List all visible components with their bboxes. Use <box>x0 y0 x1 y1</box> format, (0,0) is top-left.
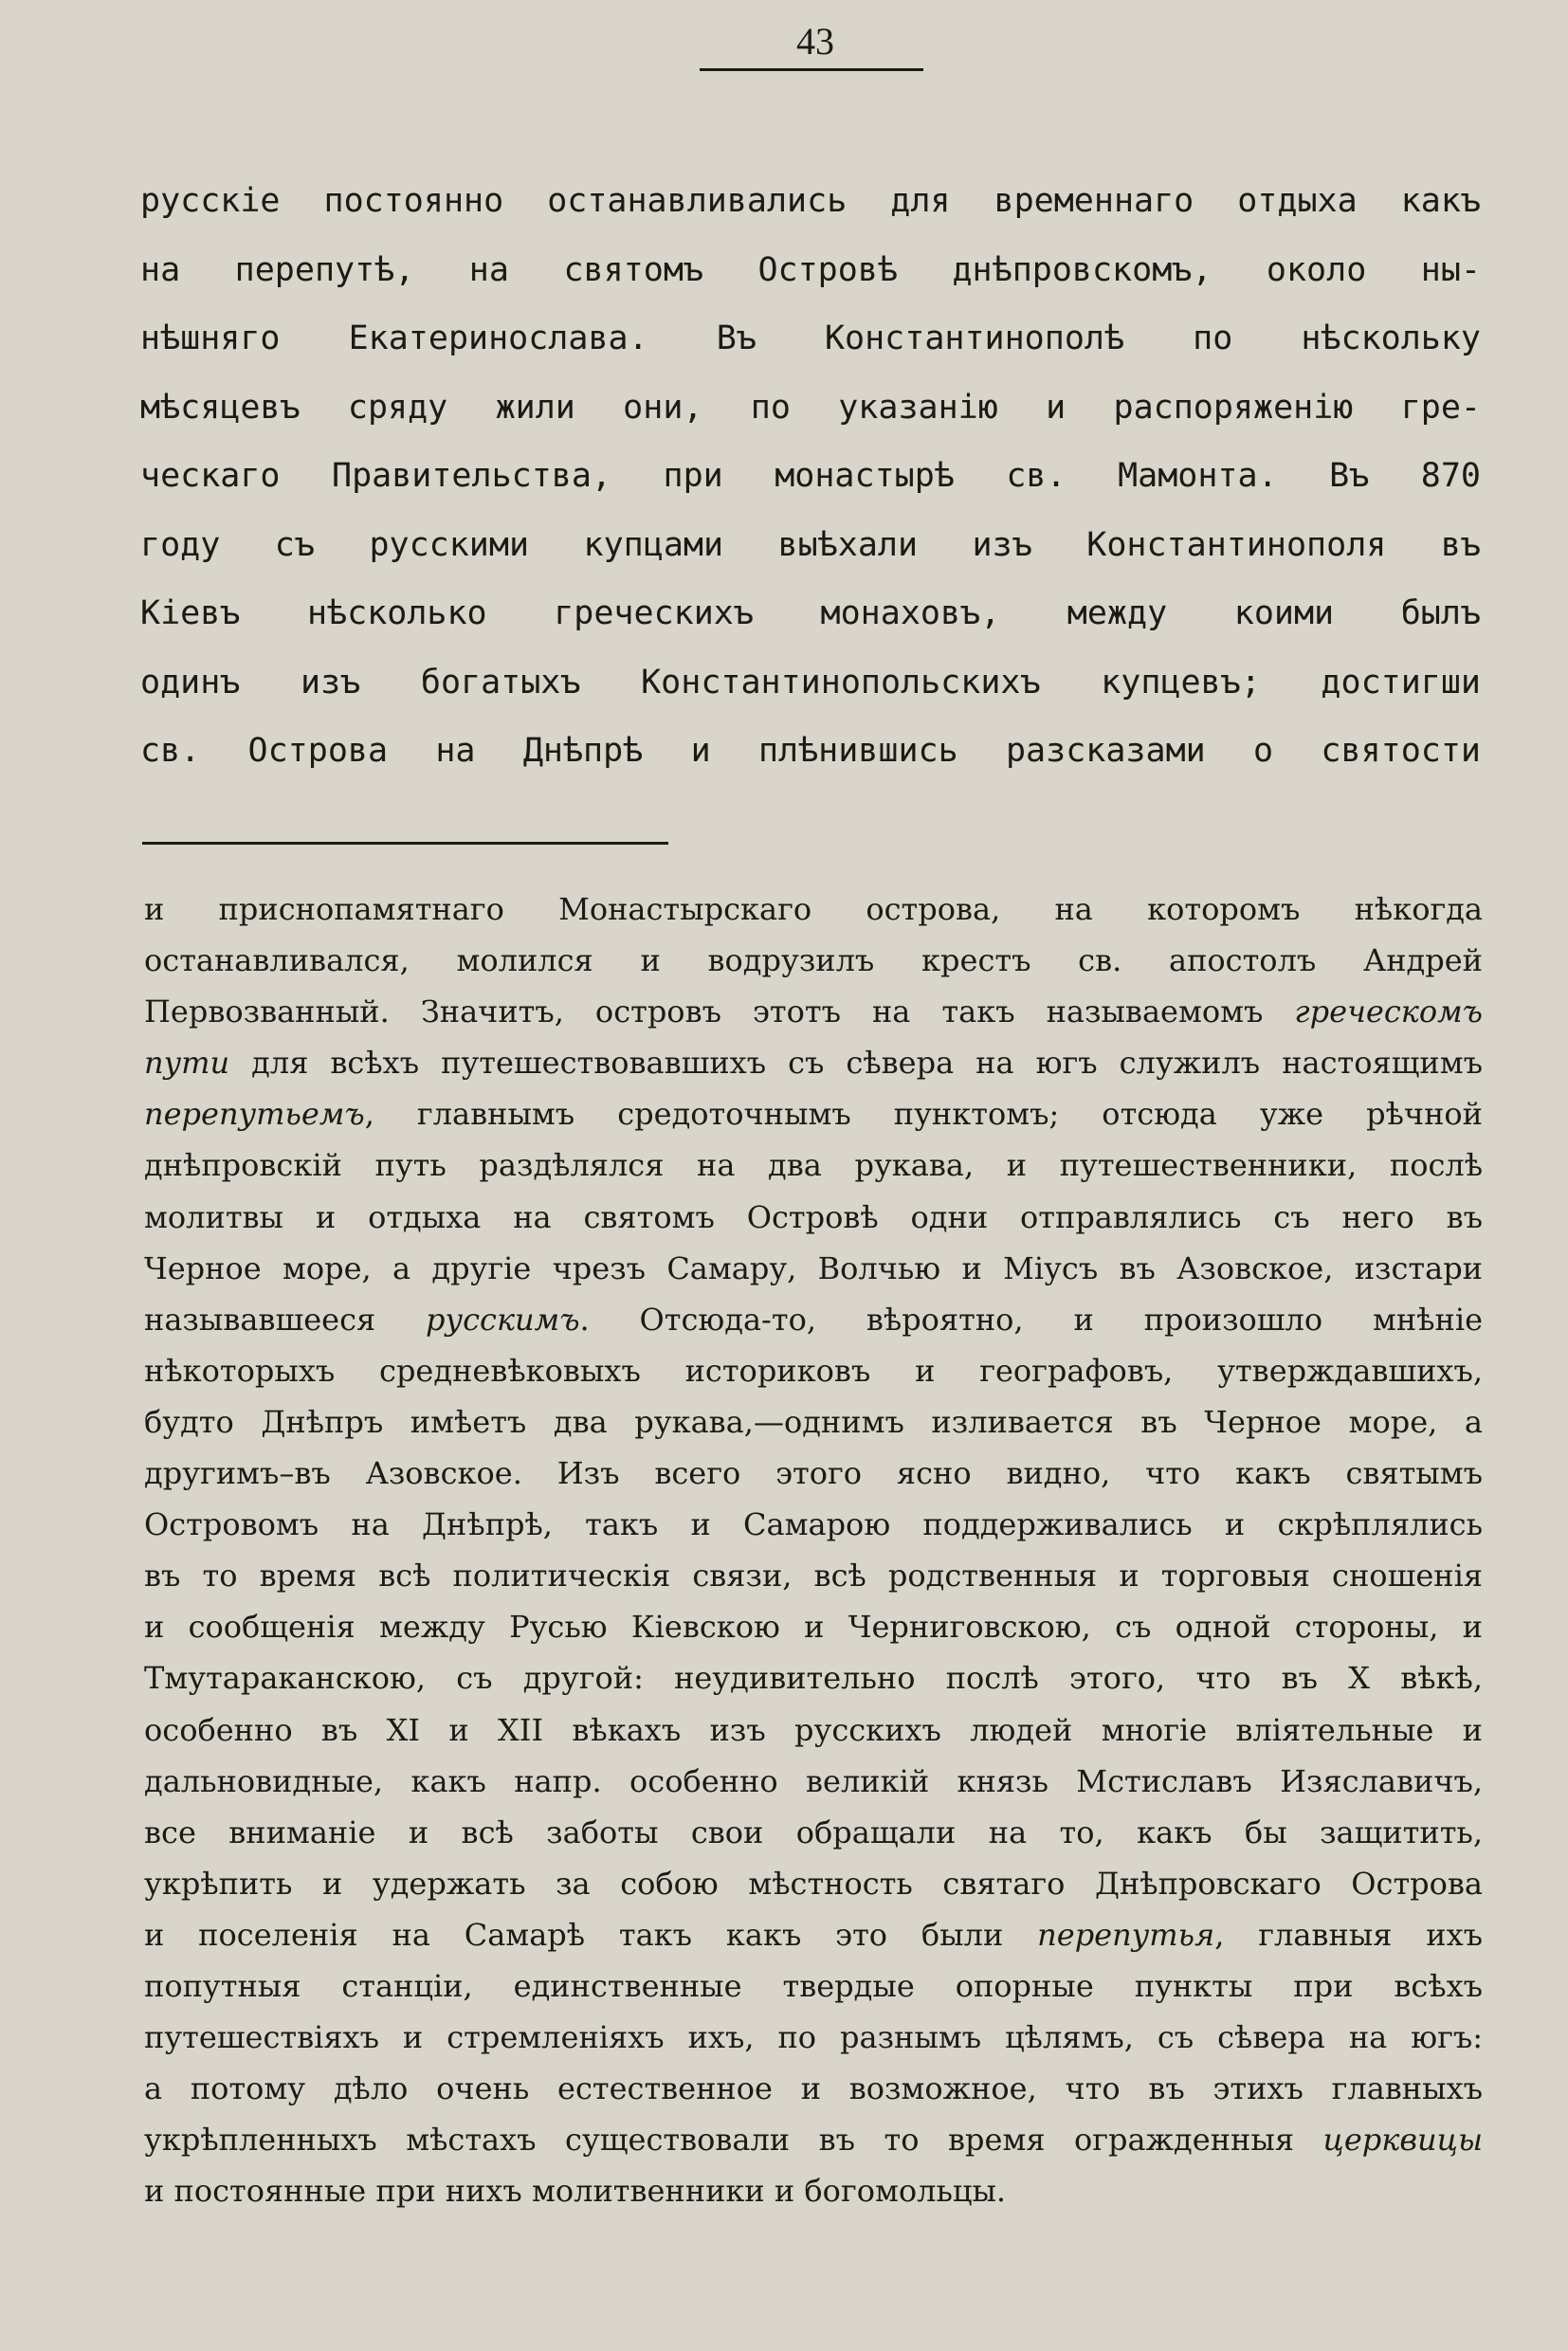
footnote-line: попутныя станцiи, единственные твердые опорные пункты при всѣхъ <box>144 1967 1483 2004</box>
footnote-text: называвшееся <box>144 1301 427 1338</box>
footnote-text: , главнымъ средоточнымъ пунктомъ; отсюда уже рѣчной <box>364 1096 1483 1133</box>
page-number-rule <box>700 68 923 71</box>
footnote-line <box>144 986 1483 1037</box>
footnote-line: путешествiяхъ и стремленiяхъ ихъ, по разнымъ цѣлямъ, съ сѣвера на югъ: <box>144 2019 1483 2056</box>
footnote-line: Островомъ на Днѣпрѣ, такъ и Самарою поддерживались и скрѣплялись <box>144 1506 1483 1543</box>
footnote-line: укрѣпить и удержать за собою мѣстность святаго Днѣпровскаго Острова <box>144 1865 1483 1902</box>
main-text <box>140 167 1481 786</box>
footnote-line: останавливался, молился и водрузилъ крестъ св. апостолъ Андрей <box>144 942 1483 979</box>
footnote-line: днѣпровскiй путь раздѣлялся на два рукава, и путешественники, послѣ <box>144 1147 1483 1184</box>
main-text-line: Кiевъ нѣсколько греческихъ монаховъ, между коими былъ <box>140 594 1481 632</box>
footnote-line: Тмутараканскою, съ другой: неудивительно послѣ этого, что въ X вѣкѣ, <box>144 1660 1483 1697</box>
footnote-text: укрѣпленныхъ мѣстахъ существовали въ то время огражденныя <box>144 2122 1323 2159</box>
footnote-line: Черное море, а другiе чрезъ Самару, Волчью и Мiусъ въ Азовское, изстари <box>144 1249 1483 1286</box>
footnote-text: для всѣхъ путешествовавшихъ съ сѣвера на югъ служилъ настоящимъ <box>229 1045 1483 1082</box>
footnote-line: нѣкоторыхъ средневѣковыхъ историковъ и географовъ, утверждавшихъ, <box>144 1352 1483 1389</box>
main-text-line: одинъ изъ богатыхъ Константинопольскихъ купцевъ; достигши <box>140 663 1481 702</box>
footnote-line: а потому дѣло очень естественное и возможное, что въ этихъ главныхъ <box>144 2070 1483 2107</box>
page-number: 43 <box>796 20 834 63</box>
main-text-line: на перепутѣ, на святомъ Островѣ днѣпровскомъ, около ны- <box>140 250 1481 289</box>
footnote-line: дальновидные, какъ напр. особенно великiй князь Мстиславъ Изяславичъ, <box>144 1762 1483 1799</box>
footnote-text: . Отсюда-то, вѣроятно, и произошло мнѣнiе <box>579 1301 1483 1338</box>
italic-term: перепутья <box>1037 1916 1215 1953</box>
footnote-line: все вниманiе и всѣ заботы свои обращали на то, какъ бы защитить, <box>144 1813 1483 1850</box>
italic-term: пути <box>144 1045 230 1082</box>
main-text-line: году съ русскими купцами выѣхали изъ Константинополя въ <box>140 525 1481 564</box>
footnote-text: Первозванный. Значитъ, островъ этотъ на такъ называемомъ <box>144 993 1295 1030</box>
main-text-line: русскiе постоянно останавливались для временнаго отдыха какъ <box>140 182 1481 220</box>
main-text-line: св. Острова на Днѣпрѣ и плѣнившись разсказами о святости <box>140 732 1481 770</box>
main-text-line: нѣшняго Екатеринослава. Въ Константинополѣ по нѣскольку <box>140 319 1481 357</box>
footnote-text: и поселенiя на Самарѣ такъ какъ это были <box>144 1916 1038 1953</box>
main-text-line: ческаго Правительства, при монастырѣ св. Мамонта. Въ 870 <box>140 457 1481 495</box>
footnote-line: другимъ–въ Азовское. Изъ всего этого ясно видно, что какъ святымъ <box>144 1455 1483 1492</box>
italic-term: греческомъ <box>1294 993 1483 1030</box>
footnote-line <box>144 1037 1483 1088</box>
footnote-separator <box>142 842 668 845</box>
footnote-line: въ то время всѣ политическiя связи, всѣ родственныя и торговыя сношенiя <box>144 1558 1483 1595</box>
footnote-line: и сообщенiя между Русью Кiевскою и Черниговскою, съ одной стороны, и <box>144 1609 1483 1646</box>
footnote-line: и приснопамятнаго Монастырскаго острова, на которомъ нѣкогда <box>144 891 1483 927</box>
italic-term: перепутьемъ <box>144 1096 365 1133</box>
footnote-line: молитвы и отдыха на святомъ Островѣ одни отправлялись съ него въ <box>144 1198 1483 1235</box>
italic-term: русскимъ <box>426 1301 580 1338</box>
main-text-line: мѣсяцевъ сряду жили они, по указанiю и распоряженiю гре- <box>140 388 1481 427</box>
footnote-line <box>144 1088 1483 1139</box>
footnote-line <box>144 1294 1483 1345</box>
footnote-line <box>144 1909 1483 1960</box>
footnote-line: особенно въ XI и XII вѣкахъ изъ русскихъ людей многiе влiятельные и <box>144 1711 1483 1748</box>
footnote <box>144 884 1483 2216</box>
footnote-text: , главныя ихъ <box>1214 1916 1483 1953</box>
italic-term: церквицы <box>1322 2122 1483 2159</box>
footnote-line: будто Днѣпръ имѣетъ два рукава,—однимъ изливается въ Черное море, а <box>144 1403 1483 1440</box>
footnote-line <box>144 2114 1483 2165</box>
footnote-line: и постоянные при нихъ молитвенники и богомольцы. <box>144 2173 1007 2210</box>
